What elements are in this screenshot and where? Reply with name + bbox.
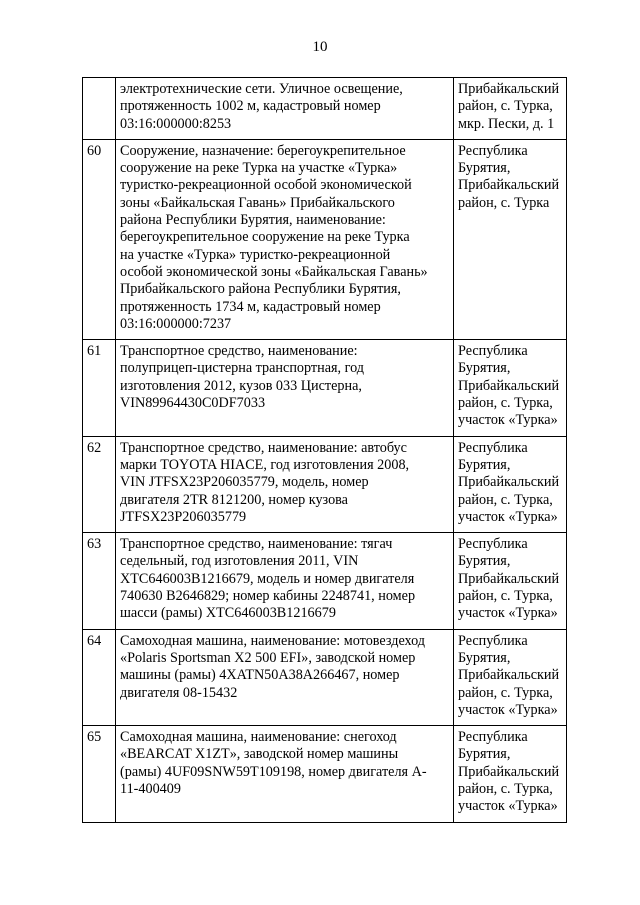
table-row xyxy=(83,139,567,339)
table-row xyxy=(83,726,567,822)
description-line: берегоукрепительное сооружение на реке Турка xyxy=(120,229,410,246)
location-line: Прибайкальский xyxy=(458,667,560,684)
description-line: электротехнические сети. Уличное освещение, xyxy=(120,81,403,97)
description-line: 03:16:000000:7237 xyxy=(120,315,232,332)
location-line: район, с. Турка, xyxy=(458,395,553,412)
description-line: 740630 B2646829; номер кабины 2248741, номер xyxy=(120,588,416,605)
property-description xyxy=(116,436,454,532)
location-line: Бурятия, xyxy=(458,746,511,763)
table-body xyxy=(83,78,567,823)
property-location xyxy=(454,78,567,140)
description-line: Самоходная машина, наименование: снегоход xyxy=(120,729,397,746)
row-number: 64 xyxy=(83,629,116,725)
property-description xyxy=(116,78,454,140)
location-line: район, с. Турка, xyxy=(458,780,553,797)
description-line: Транспортное средство, наименование: xyxy=(120,343,358,360)
property-table xyxy=(82,77,567,823)
row-number: 61 xyxy=(83,340,116,436)
property-location xyxy=(454,629,567,725)
description-line: «BEARCAT X1ZT», заводской номер машины xyxy=(120,746,399,763)
table-row xyxy=(83,78,567,140)
property-description xyxy=(116,629,454,725)
description-line: машины (рамы) 4XATN50A38A266467, номер xyxy=(120,667,400,684)
location-line: Бурятия, xyxy=(458,553,511,570)
description-line: протяженность 1734 м, кадастровый номер xyxy=(120,298,381,315)
description-line: XTC646003B1216679, модель и номер двигателя xyxy=(120,570,415,587)
description-line: 03:16:000000:8253 xyxy=(120,115,232,132)
page-number: 10 xyxy=(312,39,328,55)
table-row xyxy=(83,436,567,532)
location-line: Бурятия, xyxy=(458,160,511,177)
description-line: двигателя 2TR 8121200, номер кузова xyxy=(120,491,348,508)
location-line: район, с. Турка xyxy=(458,194,550,211)
location-line: Республика xyxy=(458,439,528,456)
description-line: полуприцеп-цистерна транспортная, год xyxy=(120,360,364,377)
description-line: Транспортное средство, наименование: автобус xyxy=(120,439,407,456)
property-description xyxy=(116,726,454,822)
location-line: район, с. Турка, xyxy=(458,491,553,508)
description-line: седельный, год изготовления 2011, VIN xyxy=(120,553,359,570)
table-row xyxy=(83,629,567,725)
location-line: Бурятия, xyxy=(458,649,511,666)
table-row xyxy=(83,340,567,436)
location-line: участок «Турка» xyxy=(458,798,558,815)
description-line: JTFSX23P206035779 xyxy=(120,508,247,525)
description-line: на участке «Турка» туристко-рекреационной xyxy=(120,246,391,263)
property-description xyxy=(116,533,454,629)
description-line: Транспортное средство, наименование: тягач xyxy=(120,536,393,553)
description-line: Прибайкальского района Республики Бурятия, xyxy=(120,281,401,298)
row-number xyxy=(83,78,116,140)
table-row xyxy=(83,533,567,629)
location-line: Прибайкальский xyxy=(458,570,560,587)
row-number: 65 xyxy=(83,726,116,822)
description-line: VIN89964430C0DF7033 xyxy=(120,395,266,412)
description-line: зоны «Байкальская Гавань» Прибайкальского xyxy=(120,194,395,211)
description-line: изготовления 2012, кузов 033 Цистерна, xyxy=(120,377,362,394)
property-description xyxy=(116,139,454,339)
location-line: Прибайкальский xyxy=(458,474,560,491)
description-line: протяженность 1002 м, кадастровый номер xyxy=(120,98,381,115)
property-location xyxy=(454,436,567,532)
row-number: 60 xyxy=(83,139,116,339)
description-line: VIN JTFSX23P206035779, модель, номер xyxy=(120,474,369,491)
property-location xyxy=(454,533,567,629)
description-line: (рамы) 4UF09SNW59T109198, номер двигателя A- xyxy=(120,763,427,780)
location-line: участок «Турка» xyxy=(458,508,558,525)
property-location xyxy=(454,726,567,822)
description-line: «Polaris Sportsman X2 500 EFI», заводской номер xyxy=(120,649,416,666)
location-line: Прибайкальский xyxy=(458,763,560,780)
location-line: Бурятия, xyxy=(458,456,511,473)
location-line: Республика xyxy=(458,536,528,553)
location-line: мкр. Пески, д. 1 xyxy=(458,115,555,132)
location-line: участок «Турка» xyxy=(458,605,558,622)
row-number: 63 xyxy=(83,533,116,629)
description-line: 11-400409 xyxy=(120,780,181,797)
description-line: шасси (рамы) XTC646003B1216679 xyxy=(120,605,336,622)
property-description xyxy=(116,340,454,436)
location-line: Бурятия, xyxy=(458,360,511,377)
description-line: Сооружение, назначение: берегоукрепительное xyxy=(120,142,406,159)
row-number: 62 xyxy=(83,436,116,532)
location-line: район, с. Турка, xyxy=(458,98,553,115)
location-line: участок «Турка» xyxy=(458,412,558,429)
location-line: Республика xyxy=(458,343,528,360)
description-line: особой экономической зоны «Байкальская Гавань» xyxy=(120,263,428,280)
location-line: район, с. Турка, xyxy=(458,684,553,701)
property-location xyxy=(454,340,567,436)
description-line: сооружение на реке Турка на участке «Турка» xyxy=(120,160,398,177)
location-line: Прибайкальский xyxy=(458,177,560,194)
description-line: туристко-рекреационной особой экономической xyxy=(120,177,412,194)
location-line: Республика xyxy=(458,632,528,649)
description-line: района Республики Бурятия, наименование: xyxy=(120,212,386,229)
location-line: Прибайкальский xyxy=(458,81,560,97)
description-line: двигателя 08-15432 xyxy=(120,684,238,701)
property-location xyxy=(454,139,567,339)
location-line: Республика xyxy=(458,142,528,159)
location-line: Прибайкальский xyxy=(458,377,560,394)
location-line: участок «Турка» xyxy=(458,701,558,718)
location-line: Республика xyxy=(458,729,528,746)
location-line: район, с. Турка, xyxy=(458,588,553,605)
description-line: марки TOYOTA HIACE, год изготовления 2008, xyxy=(120,456,410,473)
description-line: Самоходная машина, наименование: мотовездеход xyxy=(120,632,426,649)
